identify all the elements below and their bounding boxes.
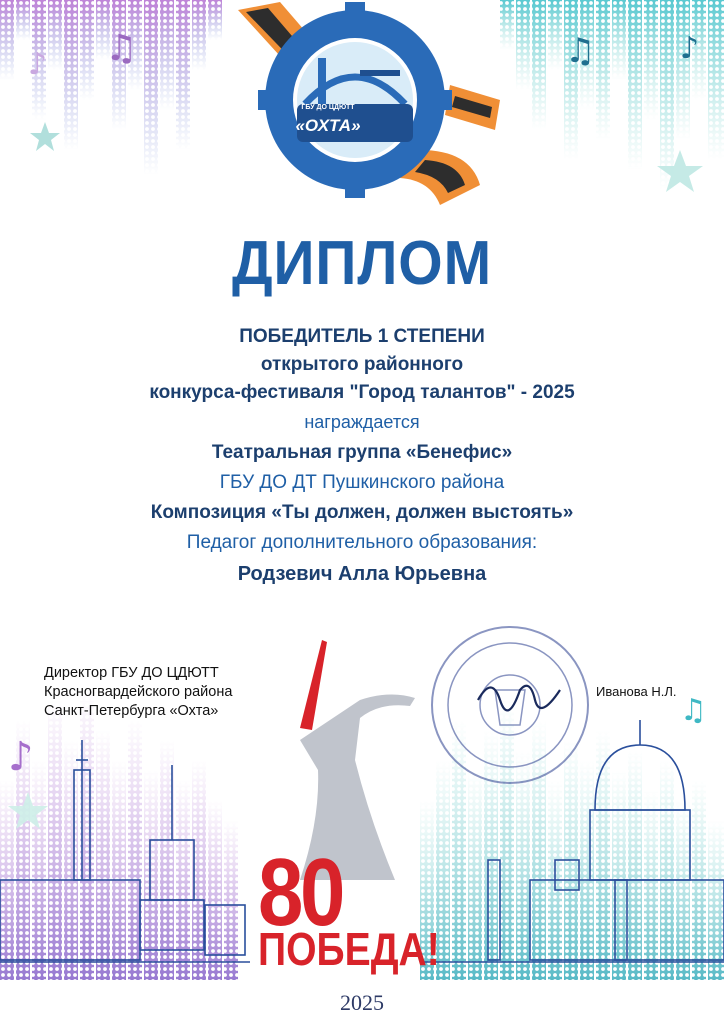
composition-title: Композиция «Ты должен, должен выстоять» (150, 502, 574, 523)
teacher-name: Родзевич Алла Юрьевна (237, 563, 487, 585)
diploma-title: ДИПЛОМ (231, 229, 493, 298)
svg-text:♫: ♫ (105, 28, 138, 69)
svg-text:♪: ♪ (28, 47, 48, 82)
award-line-3: конкурса-фестиваля "Город талантов" - 2025 (149, 382, 575, 403)
svg-text:♫: ♫ (565, 31, 596, 71)
director-line-1: Директор ГБУ ДО ЦДЮТТ (44, 665, 219, 681)
emblem-year: 2025 (340, 990, 384, 1015)
victory-number: 80 (258, 839, 342, 946)
svg-text:♪: ♪ (680, 31, 700, 66)
top-left-equalizer (0, 0, 222, 180)
awarded-label: награждается (304, 412, 420, 432)
logo-org-small: ГБУ ДО ЦДЮТТ (301, 104, 355, 111)
award-degree: ПОБЕДИТЕЛЬ 1 СТЕПЕНИ (239, 326, 485, 347)
award-line-2: открытого районного (260, 354, 464, 375)
team-name: Театральная группа «Бенефис» (211, 442, 513, 463)
svg-text:♫: ♫ (680, 693, 707, 728)
director-line-3: Санкт-Петербурга «Охта» (44, 703, 219, 719)
director-name: Иванова Н.Л. (596, 684, 677, 699)
director-signature-block (44, 664, 232, 721)
director-line-2: Красногвардейского района (44, 684, 233, 700)
teacher-role: Педагог дополнительного образования: (186, 532, 538, 553)
institution-name: ГБУ ДО ДТ Пушкинского района (219, 472, 505, 493)
bottom-right-equalizer (420, 700, 724, 980)
svg-text:♪: ♪ (8, 734, 34, 780)
victory-word: ПОБЕДА! (258, 923, 440, 975)
logo-org-name: «ОХТА» (295, 116, 361, 135)
